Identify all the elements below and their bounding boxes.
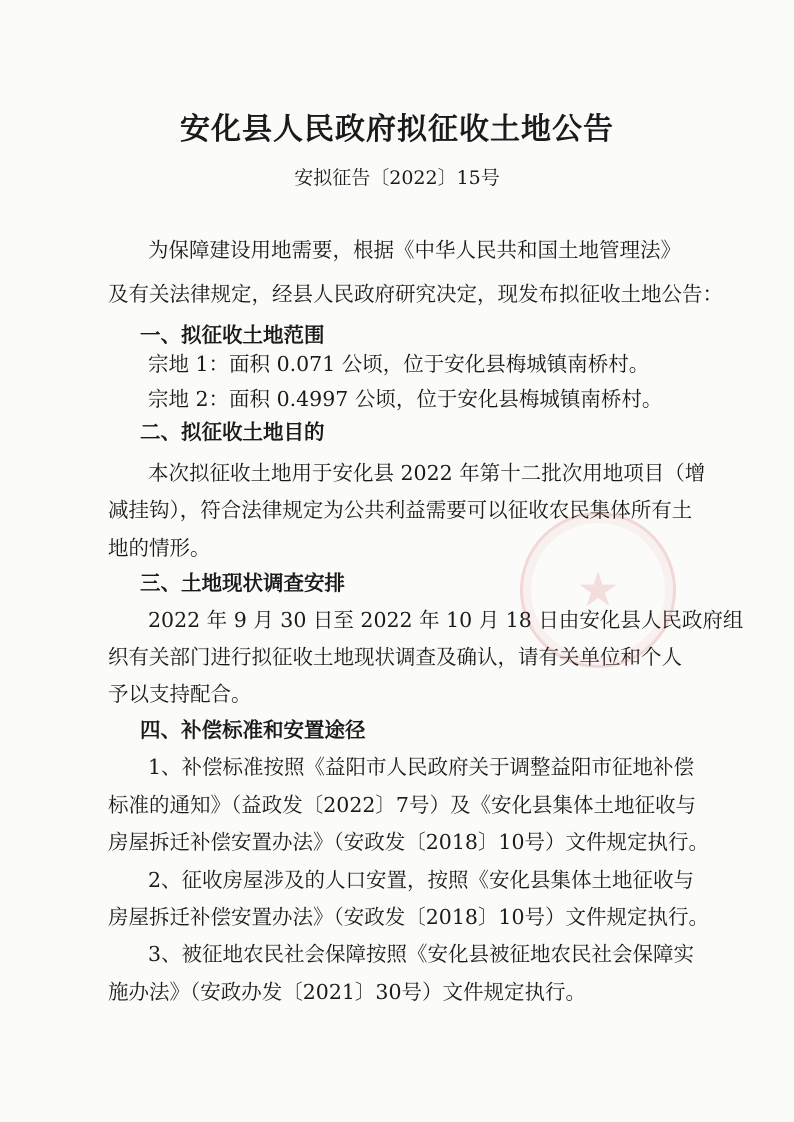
section-heading-survey: 三、土地现状调查安排 [140,571,345,595]
notice-title: 安化县人民政府拟征收土地公告 [180,112,614,147]
body-line: 减挂钩），符合法律规定为公共利益需要可以征收农民集体所有土 [108,498,693,522]
body-line: 3、被征地农民社会保障按照《安化县被征地农民社会保障实 [148,942,695,966]
parcel-line: 宗地 2：面积 0.4997 公顷，位于安化县梅城镇南桥村。 [148,387,663,411]
section-heading-purpose: 二、拟征收土地目的 [140,420,325,444]
document-number: 安拟征告〔2022〕15号 [294,167,500,189]
section-heading-compensation: 四、补偿标准和安置途径 [140,718,366,742]
body-line: 房屋拆迁补偿安置办法》（安政发〔2018〕10号）文件规定执行。 [108,905,710,929]
body-line: 2022 年 9 月 30 日至 2022 年 10 月 18 日由安化县人民政府组 [148,608,744,632]
section-heading-scope: 一、拟征收土地范围 [140,323,325,347]
body-line: 予以支持配合。 [108,682,252,706]
body-line: 本次拟征收土地用于安化县 2022 年第十二批次用地项目（增 [148,461,706,485]
official-seal-bleed [520,512,676,668]
parcel-line: 宗地 1：面积 0.071 公顷，位于安化县梅城镇南桥村。 [148,352,650,376]
intro-line: 为保障建设用地需要，根据《中华人民共和国土地管理法》 [148,238,681,262]
seal-star-icon: ★ [576,562,620,618]
body-line: 房屋拆迁补偿安置办法》（安政发〔2018〕10号）文件规定执行。 [108,830,710,854]
body-line: 2、征收房屋涉及的人口安置，按照《安化县集体土地征收与 [148,868,695,892]
body-line: 1、补偿标准按照《益阳市人民政府关于调整益阳市征地补偿 [148,755,695,779]
body-line: 地的情形。 [108,536,211,560]
body-line: 施办法》（安政办发〔2021〕30号）文件规定执行。 [108,980,587,1004]
body-line: 标准的通知》（益政发〔2022〕7号）及《安化县集体土地征收与 [108,793,696,817]
intro-line: 及有关法律规定，经县人民政府研究决定，现发布拟征收土地公告： [108,282,723,306]
body-line: 织有关部门进行拟征收土地现状调查及确认，请有关单位和个人 [108,645,682,669]
